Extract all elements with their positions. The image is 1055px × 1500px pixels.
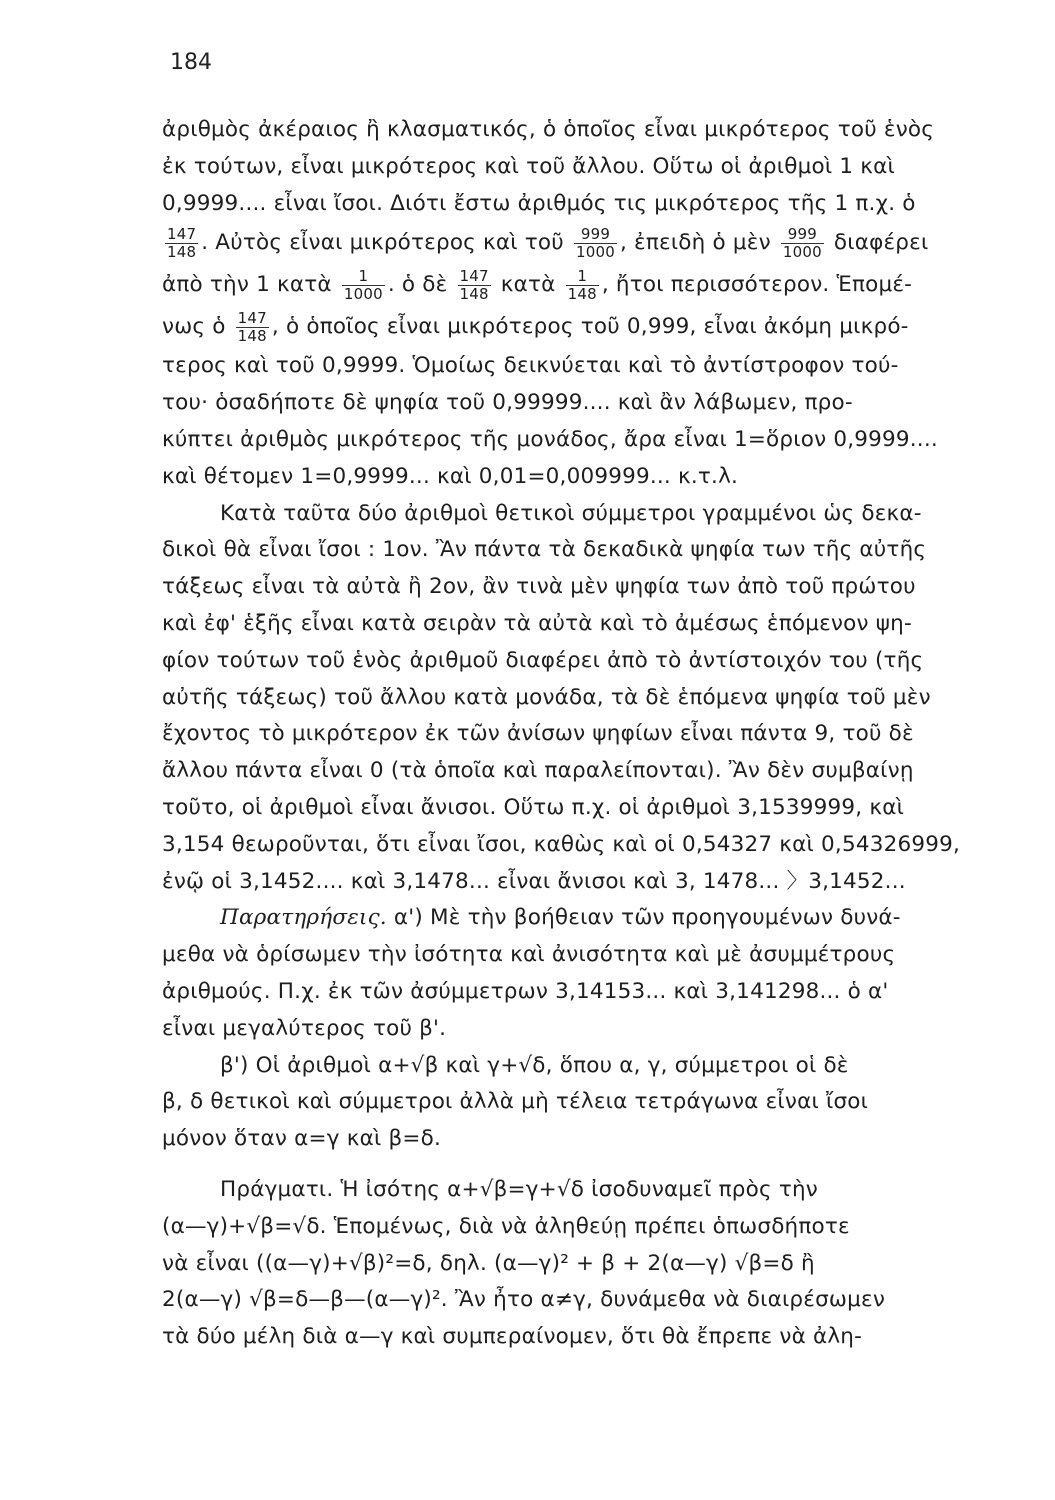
text-line: (α—γ)+√β=√δ. Ἑπομένως, διὰ νὰ ἀληθεύῃ πρέπει ὁπωσδήποτε <box>162 1213 850 1239</box>
text-line: νὰ εἶναι ((α—γ)+√β)²=δ, δηλ. (α—γ)² + β + 2(α—γ) √β=δ ἢ <box>162 1250 815 1276</box>
text-line-fractions: νως ὁ $\frac{147}{148}$ , ὁ ὁποῖος εἶναι μικρότερος τοῦ 0,999, εἶναι ἀκόμη μικρό- <box>162 308 909 345</box>
text-line: β, δ θετικοὶ καὶ σύμμετροι ἀλλὰ μὴ τέλεια τετράγωνα εἶναι ἴσοι <box>162 1089 869 1115</box>
fraction: $\frac{1}{148}$ <box>567 266 597 303</box>
text-line: μόνον ὅταν α=γ καὶ β=δ. <box>162 1126 441 1152</box>
text-line: καὶ ἐφ' ἑξῆς εἶναι κατὰ σειρὰν τὰ αὐτὰ καὶ τὸ ἀμέσως ἑπόμενον ψη- <box>162 610 912 636</box>
text-line: 2(α—γ) √β=δ—β—(α—γ)². Ἂν ἦτο α≠γ, δυνάμεθα νὰ διαιρέσωμεν <box>162 1287 886 1313</box>
text-line: εἶναι μεγαλύτερος τοῦ β'. <box>162 1015 447 1041</box>
text-line: κύπτει ἀριθμὸς μικρότερος τῆς μονάδος, ἄρα εἶναι 1=ὅριον 0,9999.... <box>162 426 938 452</box>
page-body <box>162 112 984 1356</box>
fraction: $\frac{147}{148}$ <box>459 266 489 303</box>
text-line: καὶ θέτομεν 1=0,9999... καὶ 0,01=0,009999... κ.τ.λ. <box>162 463 739 489</box>
fraction: $\frac{999}{1000}$ <box>575 224 615 261</box>
text-line: τερος καὶ τοῦ 0,9999. Ὁμοίως δεικνύεται καὶ τὸ ἀντίστροφον τού- <box>162 353 899 379</box>
text-line: μεθα νὰ ὁρίσωμεν τὴν ἰσότητα καὶ ἀνισότητα καὶ μὲ ἀσυμμέτρους <box>162 942 896 968</box>
text-line: 3,154 θεωροῦνται, ὅτι εἶναι ἴσοι, καθὼς καὶ οἱ 0,54327 καὶ 0,54326999, <box>162 831 961 857</box>
text-line: Κατὰ ταῦτα δύο ἀριθμοὶ θετικοὶ σύμμετροι γραμμένοι ὡς δεκα- <box>220 500 922 526</box>
fraction: $\frac{999}{1000}$ <box>782 224 822 261</box>
text-line: Πράγματι. Ἡ ἰσότης α+√β=γ+√δ ἰσοδυναμεῖ πρὸς τὴν <box>220 1176 818 1202</box>
text-line: ἐκ τούτων, εἶναι μικρότερος καὶ τοῦ ἄλλου. Οὕτω οἱ ἀριθμοὶ 1 καὶ <box>162 153 895 179</box>
text-line-fractions: $\frac{147}{148}$ . Αὐτὸς εἶναι μικρότερος καὶ τοῦ $\frac{999}{1000}$ , ἐπειδὴ ὁ μὲν $\frac{999}{1000}$ διαφέρει <box>167 224 929 261</box>
text-line: ἐνῷ οἱ 3,1452.... καὶ 3,1478... εἶναι ἄνισοι καὶ 3, 1478... 〉3,1452... <box>162 868 906 894</box>
text-line: ἀριθμὸς ἀκέραιος ἢ κλασματικός, ὁ ὁποῖος εἶναι μικρότερος τοῦ ἑνὸς <box>162 117 935 142</box>
text-line: τὰ δύο μέλη διὰ α—γ καὶ συμπεραίνομεν, ὅτι θὰ ἔπρεπε νὰ ἀλη- <box>162 1324 863 1350</box>
text-line: ἔχοντος τὸ μικρότερον ἐκ τῶν ἀνίσων ψηφίων εἶναι πάντα 9, τοῦ δὲ <box>162 721 914 747</box>
text-line: ἀριθμούς. Π.χ. ἐκ τῶν ἀσύμμετρων 3,14153... καὶ 3,141298... ὁ α' <box>162 978 889 1004</box>
text-line: δικοὶ θὰ εἶναι ἴσοι : 1ον. Ἂν πάντα τὰ δεκαδικὰ ψηφία των τῆς αὐτῆς <box>162 537 927 563</box>
text-line: β') Οἱ ἀριθμοὶ α+√β καὶ γ+√δ, ὅπου α, γ, σύμμετροι οἱ δὲ <box>220 1052 849 1078</box>
fraction: $\frac{1}{1000}$ <box>343 266 383 303</box>
text-line: τοῦτο, οἱ ἀριθμοὶ εἶναι ἄνισοι. Οὕτω π.χ. οἱ ἀριθμοὶ 3,1539999, καὶ <box>162 794 905 820</box>
text-line: τάξεως εἶναι τὰ αὐτὰ ἢ 2ον, ἂν τινὰ μὲν ψηφία των ἀπὸ τοῦ πρώτου <box>162 574 916 600</box>
text-line: του· ὁσαδήποτε δὲ ψηφία τοῦ 0,99999.... καὶ ἂν λάβωμεν, προ- <box>162 390 853 416</box>
page-number: 184 <box>170 50 212 75</box>
text-line: αὐτῆς τάξεως) τοῦ ἄλλου κατὰ μονάδα, τὰ δὲ ἑπόμενα ψηφία τοῦ μὲν <box>162 684 931 710</box>
text-line-fractions: ἀπὸ τὴν 1 κατὰ $\frac{1}{1000}$ . ὁ δὲ $\frac{147}{148}$ κατὰ $\frac{1}{148}$ , ἤτοι περισσότερον. Ἑπομέ- <box>162 266 913 303</box>
text-line: φίον τούτων τοῦ ἑνὸς ἀριθμοῦ διαφέρει ἀπὸ τὸ ἀντίστοιχόν του (τῆς <box>162 647 924 673</box>
text-line: ἄλλου πάντα εἶναι 0 (τὰ ὁποῖα καὶ παραλείπονται). Ἂν δὲν συμβαίνῃ <box>162 758 914 784</box>
fraction: $\frac{147}{148}$ <box>167 224 197 261</box>
fraction: $\frac{147}{148}$ <box>237 308 267 345</box>
text-line: 0,9999.... εἶναι ἴσοι. Διότι ἔστω ἀριθμός τις μικρότερος τῆς 1 π.χ. ὁ <box>162 190 916 216</box>
text-line: Παρατηρήσεις. α') Μὲ τὴν βοήθειαν τῶν προηγουμένων δυνά- <box>220 905 901 931</box>
remarks-heading: Παρατηρήσεις. <box>220 905 387 931</box>
